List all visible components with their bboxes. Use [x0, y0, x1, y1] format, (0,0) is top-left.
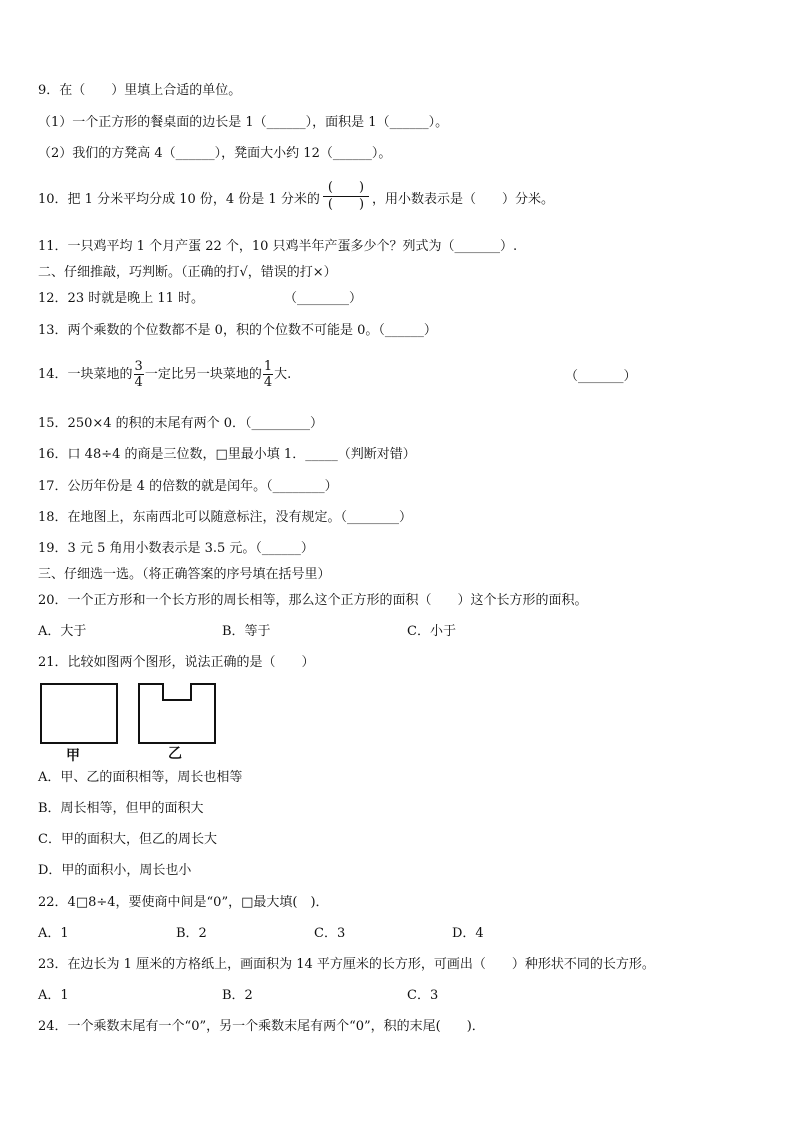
- q20-option-b[interactable]: B．等于: [222, 624, 271, 639]
- q14-fraction-1-4: [263, 359, 273, 390]
- q14-fraction1-numerator: 3: [134, 359, 143, 374]
- q21-option-d[interactable]: D．甲的面积小，周长也小: [38, 863, 192, 878]
- q11-text: 11．一只鸡平均 1 个月产蛋 22 个，10 只鸡半年产蛋多少个？列式为（_______）.: [38, 239, 518, 254]
- shape-yi-label: 乙: [168, 746, 182, 762]
- q22-stem: 22．4□8÷4，要使商中间是“0”，□最大填( )．: [38, 895, 329, 910]
- q19-text: 19．3 元 5 角用小数表示是 3.5 元。（______）: [38, 541, 314, 556]
- q9-part1: （1）一个正方形的餐桌面的边长是 1（______），面积是 1（______）。: [38, 115, 449, 130]
- q14-fraction2-denominator: 4: [263, 375, 273, 390]
- q14-text: [38, 355, 291, 395]
- q12-blank[interactable]: （________）: [284, 291, 363, 306]
- q10-fraction-denominator: ( ): [327, 197, 365, 212]
- q14-middle: 一定比另一块菜地的: [144, 367, 262, 382]
- shape-jia-label: 甲: [66, 748, 80, 764]
- q14-blank[interactable]: （_______）: [565, 369, 637, 384]
- q14-suffix: 大.: [274, 367, 292, 382]
- q14-prefix: 14．一块菜地的: [38, 367, 133, 382]
- q21-stem: 21．比较如图两个图形，说法正确的是（ ）: [38, 655, 315, 670]
- q21-option-c[interactable]: C．甲的面积大，但乙的周长大: [38, 832, 217, 847]
- q23-option-a[interactable]: A．1: [38, 988, 69, 1003]
- q20-option-a[interactable]: A．大于: [38, 624, 87, 639]
- q10-fraction-numerator: ( ): [323, 180, 369, 197]
- shape-yi-notched-rectangle: [139, 684, 215, 743]
- q22-option-a[interactable]: A．1: [38, 926, 69, 941]
- shape-jia-rectangle: [41, 684, 117, 743]
- q20-option-c[interactable]: C．小于: [407, 624, 456, 639]
- q20-stem: 20．一个正方形和一个长方形的周长相等，那么这个正方形的面积（ ）这个长方形的面积。: [38, 593, 588, 608]
- q9-stem: 9．在（ ）里填上合适的单位。: [38, 83, 242, 98]
- q17-text: 17．公历年份是 4 的倍数的就是闰年。（________）: [38, 479, 338, 494]
- q21-option-b[interactable]: B．周长相等，但甲的面积大: [38, 801, 204, 816]
- section2-heading: 二、仔细推敲，巧判断。（正确的打√，错误的打×）: [38, 265, 337, 280]
- q23-option-b[interactable]: B．2: [222, 988, 253, 1003]
- q10-before: 10．把 1 分米平均分成 10 份，4 份是 1 分米的: [38, 192, 320, 207]
- q21-option-a[interactable]: A．甲、乙的面积相等，周长也相等: [38, 770, 243, 785]
- q14-fraction1-denominator: 4: [134, 375, 143, 390]
- q22-option-c[interactable]: C．3: [314, 926, 346, 941]
- q21-figure: [38, 680, 220, 746]
- q22-option-d[interactable]: D．4: [452, 926, 484, 941]
- q9-part2: （2）我们的方凳高 4（______），凳面大小约 12（______）。: [38, 146, 392, 161]
- q23-option-c[interactable]: C．3: [407, 988, 439, 1003]
- q10-fraction: [323, 180, 369, 213]
- q13-text: 13．两个乘数的个位数都不是 0，积的个位数不可能是 0。（______）: [38, 323, 437, 338]
- q14-fraction2-numerator: 1: [263, 359, 273, 374]
- q12-text: 12．23 时就是晚上 11 时。: [38, 291, 205, 306]
- q18-text: 18．在地图上，东南西北可以随意标注，没有规定。（________）: [38, 510, 413, 525]
- q14-fraction-3-4: [134, 359, 144, 390]
- q15-text: 15．250×4 的积的末尾有两个 0．（_________）: [38, 416, 324, 431]
- q10-after: ，用小数表示是（ ）分米。: [372, 192, 555, 207]
- q22-option-b[interactable]: B．2: [176, 926, 207, 941]
- q23-stem: 23．在边长为 1 厘米的方格纸上，画面积为 14 平方厘米的长方形，可画出（ ）种形状不同的长方形。: [38, 957, 655, 972]
- section3-heading: 三、仔细选一选。（将正确答案的序号填在括号里）: [38, 567, 331, 582]
- q24-text: 24．一个乘数末尾有一个“0”，另一个乘数末尾有两个“0”，积的末尾( )．: [38, 1019, 485, 1034]
- q16-text: 16．口 48÷4 的商是三位数，□里最小填 1．_____（判断对错）: [38, 447, 416, 462]
